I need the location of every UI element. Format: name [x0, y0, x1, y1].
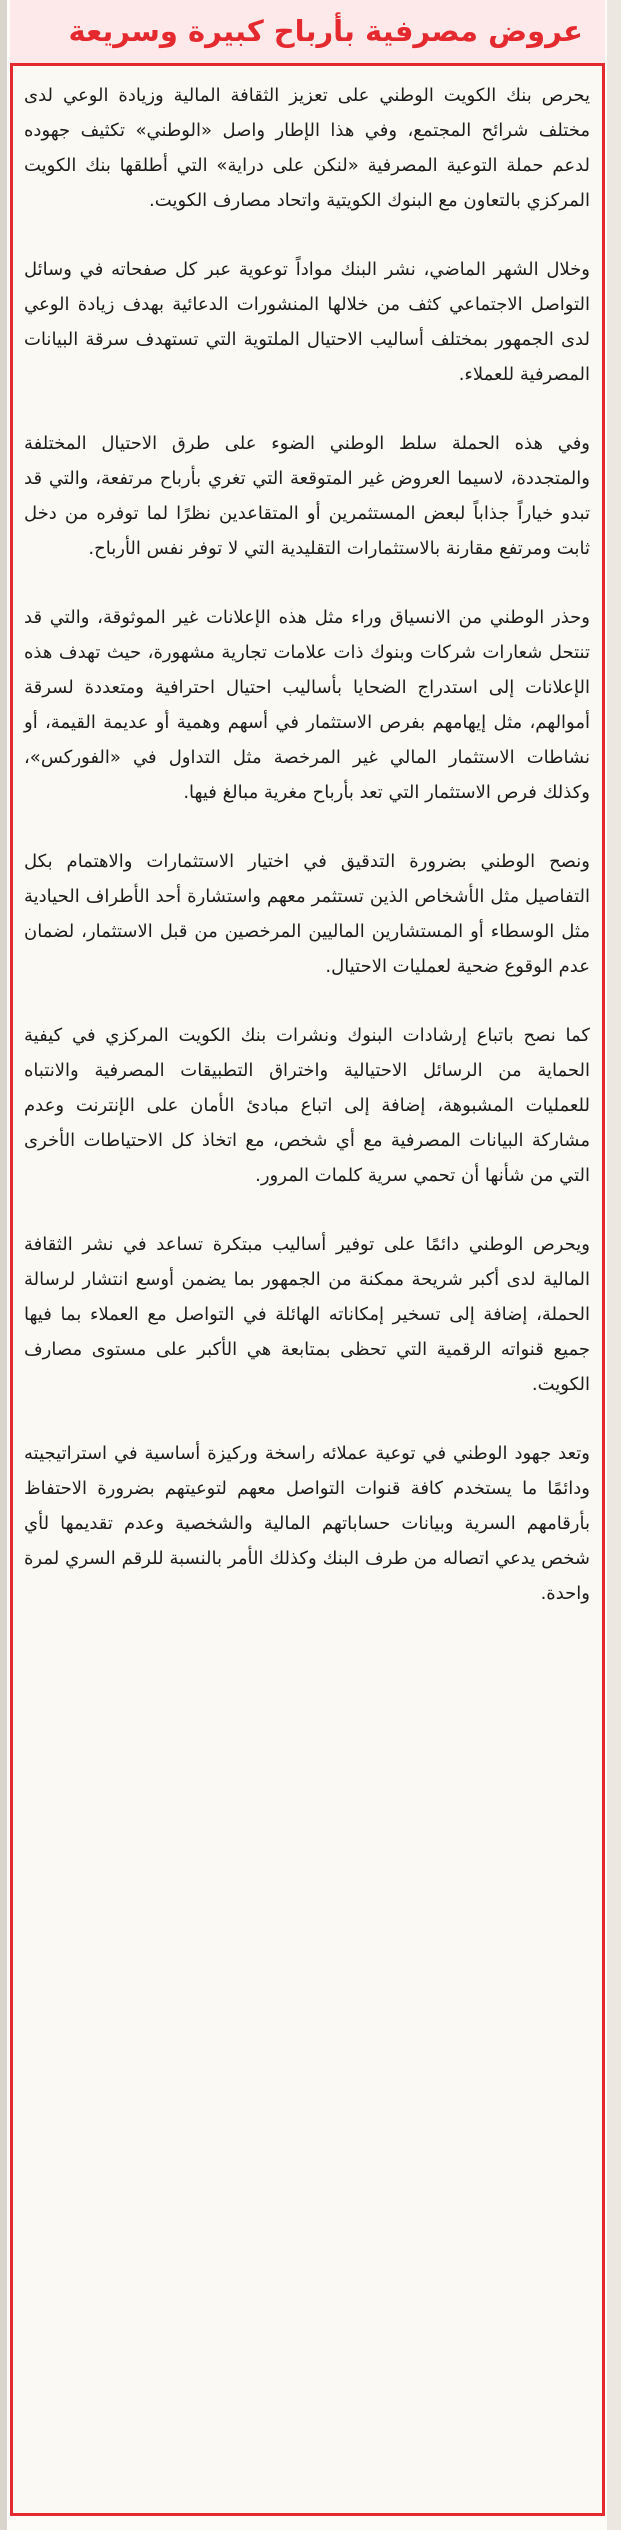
- article-paragraph: وتعد جهود الوطني في توعية عملائه راسخة وركيزة أساسية في استراتيجيته ودائمًا ما يستخدم كافة قنوات التواصل معهم لتوعيتهم بضرورة الاحتفاظ بأرقامهم السرية وبيانات حساباتهم المالية والشخصية وعدم تقديمها لأي شخص يدعي اتصاله من طرف البنك وكذلك الأمر بالنسبة للرقم السري لمرة واحدة.: [24, 1443, 590, 1604]
- page-edge: [607, 0, 621, 2530]
- adjacent-column-edge: [0, 0, 7, 2530]
- article-paragraph: وحذر الوطني من الانسياق وراء مثل هذه الإعلانات غير الموثوقة، والتي قد تنتحل شعارات شركات وبنوك ذات علامات تجارية مشهورة، حيث تهدف هذه الإعلانات إلى استدراج الضحايا بأساليب احتيال احترافية ومتعددة لسرقة أموالهم، مثل إيهامهم بفرص الاستثمار في أسهم وهمية أو عديمة القيمة، أو نشاطات الاستثمار المالي غير المرخصة مثل التداول في «الفوركس»، وكذلك فرص الاستثمار التي تعد بأرباح مغرية مبالغ فيها.: [24, 607, 590, 803]
- headline-bar: [10, 0, 605, 66]
- article-paragraph: ونصح الوطني بضرورة التدقيق في اختيار الاستثمارات والاهتمام بكل التفاصيل مثل الأشخاص الذين تستثمر معهم واستشارة أحد الأطراف الحيادية مثل الوسطاء أو المستشارين الماليين المرخصين من قبل الاستثمار، لضمان عدم الوقوع ضحية لعمليات الاحتيال.: [24, 851, 590, 977]
- article-paragraph: يحرص بنك الكويت الوطني على تعزيز الثقافة المالية وزيادة الوعي لدى مختلف شرائح المجتمع، وفي هذا الإطار واصل «الوطني» تكثيف جهوده لدعم حملة التوعية المصرفية «لنكن على دراية» التي أطلقها بنك الكويت المركزي بالتعاون مع البنوك الكويتية واتحاد مصارف الكويت.: [24, 85, 590, 211]
- article-body: [24, 78, 590, 1611]
- article-paragraph: وخلال الشهر الماضي، نشر البنك مواداً توعوية عبر كل صفحاته في وسائل التواصل الاجتماعي كثف من خلالها المنشورات الدعائية بهدف زيادة الوعي لدى الجمهور بمختلف أساليب الاحتيال الملتوية التي تستهدف سرقة البيانات المصرفية للعملاء.: [24, 259, 590, 385]
- article-paragraph: وفي هذه الحملة سلط الوطني الضوء على طرق الاحتيال المختلفة والمتجددة، لاسيما العروض غير المتوقعة التي تغري بأرباح مرتفعة، والتي قد تبدو خياراً جذاباً لبعض المستثمرين أو المتقاعدين نظرًا لما توفره من دخل ثابت ومرتفع مقارنة بالاستثمارات التقليدية التي لا توفر نفس الأرباح.: [24, 433, 590, 559]
- article-paragraph: كما نصح باتباع إرشادات البنوك ونشرات بنك الكويت المركزي في كيفية الحماية من الرسائل الاحتيالية واختراق التطبيقات المصرفية والانتباه للعمليات المشبوهة، إضافة إلى اتباع مبادئ الأمان على الإنترنت وعدم مشاركة البيانات المصرفية مع أي شخص، مع اتخاذ كل الاحتياطات الأخرى التي من شأنها أن تحمي سرية كلمات المرور.: [24, 1025, 590, 1186]
- article-headline: عروض مصرفية بأرباح كبيرة وسريعة: [68, 14, 583, 48]
- article-paragraph: ويحرص الوطني دائمًا على توفير أساليب مبتكرة تساعد في نشر الثقافة المالية لدى أكبر شريحة ممكنة من الجمهور بما يضمن أوسع انتشار لرسالة الحملة، إضافة إلى تسخير إمكاناته الهائلة في التواصل مع العملاء بما فيها جميع قنواته الرقمية التي تحظى بمتابعة هي الأكبر على مستوى مصارف الكويت.: [24, 1234, 590, 1395]
